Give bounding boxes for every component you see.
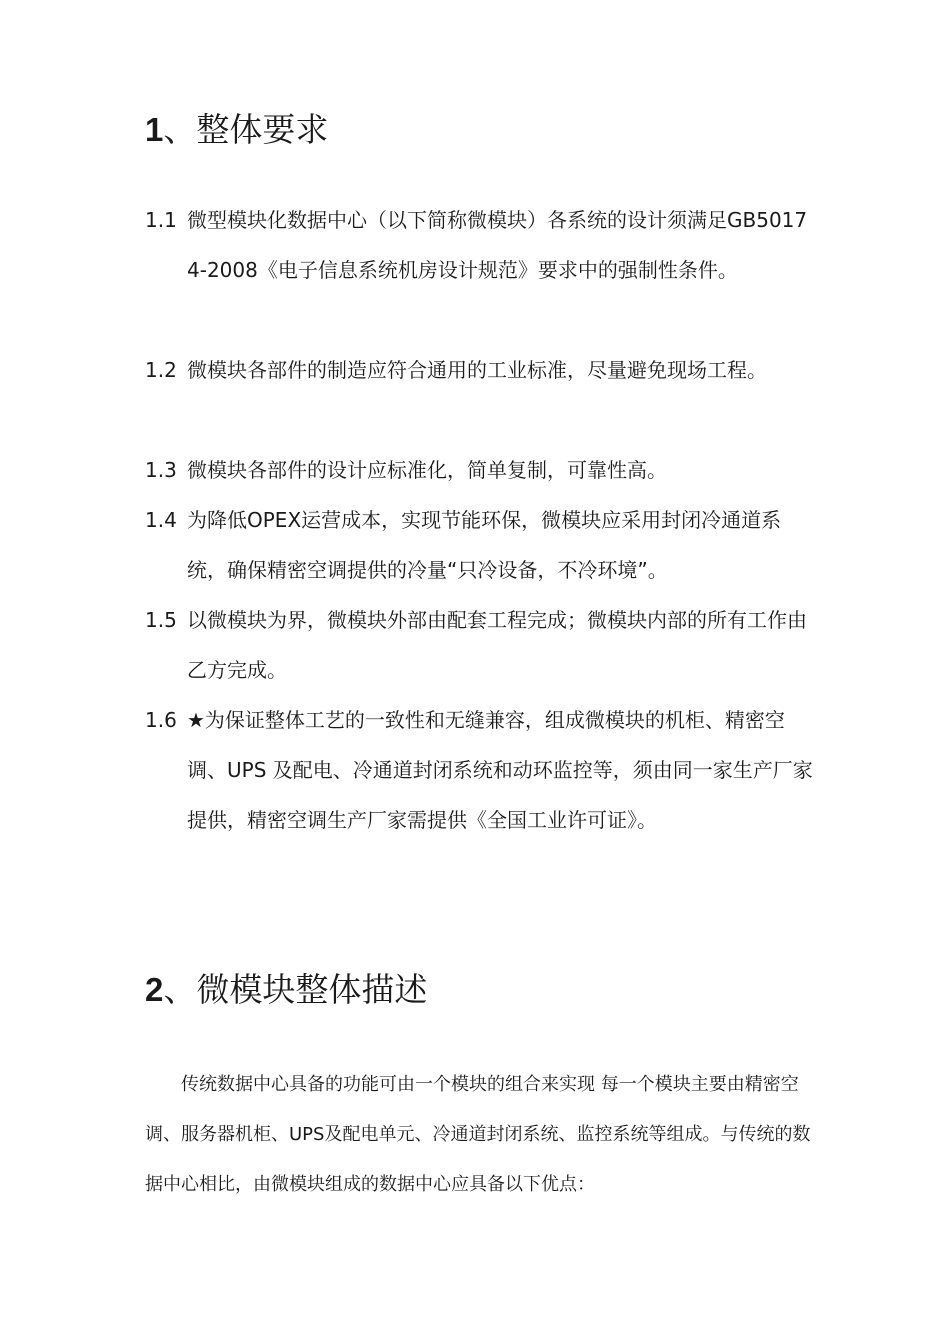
section-2-number: 2 [145, 971, 164, 1008]
section-2-heading [145, 970, 427, 1010]
list-item-text: 微模块各部件的制造应符合通用的工业标准，尽量避免现场工程。 [187, 358, 767, 382]
list-item-1-2 [145, 345, 815, 395]
section-2-paragraph: 传统数据中心具备的功能可由一个模块的组合来实现 每一个模块主要由精密空调、服务器机柜、UPS及配电单元、冷通道封闭系统、监控系统等组成。与传统的数据中心相比，由微模块组成的数据中心应具备以下优点： [145, 1074, 811, 1195]
list-item-number: 1.3 [145, 458, 177, 482]
list-item-text: 微模块各部件的设计应标准化，简单复制，可靠性高。 [187, 458, 667, 482]
list-item-1-4 [145, 495, 815, 595]
list-item-1-1 [145, 195, 815, 295]
list-item-text: 以微模块为界，微模块外部由配套工程完成；微模块内部的所有工作由乙方完成。 [187, 608, 807, 682]
section-2-separator: 、 [163, 970, 197, 1009]
list-item-text: ★为保证整体工艺的一致性和无缝兼容，组成微模块的机柜、精密空调、UPS 及配电、冷通道封闭系统和动环监控等，须由同一家生产厂家提供，精密空调生产厂家需提供《全国工业许可证》。 [187, 708, 813, 832]
section-2-title: 微模块整体描述 [196, 970, 428, 1009]
list-item-number: 1.1 [145, 208, 177, 232]
section-1-heading [145, 110, 328, 150]
list-item-1-6 [145, 695, 815, 845]
section-1-separator: 、 [163, 110, 197, 149]
list-item-number: 1.6 [145, 708, 177, 732]
section-1-number: 1 [145, 111, 164, 148]
list-item-1-3 [145, 445, 815, 495]
list-item-number: 1.4 [145, 508, 177, 532]
list-item-1-5 [145, 595, 815, 695]
list-item-number: 1.2 [145, 358, 177, 382]
list-item-number: 1.5 [145, 608, 177, 632]
section-1-title: 整体要求 [196, 110, 329, 149]
list-item-text: 为降低OPEX运营成本，实现节能环保，微模块应采用封闭冷通道系统，确保精密空调提供的冷量“只冷设备，不冷环境”。 [187, 508, 782, 582]
list-item-text: 微型模块化数据中心（以下简称微模块）各系统的设计须满足GB50174-2008《电子信息系统机房设计规范》要求中的强制性条件。 [187, 208, 808, 282]
